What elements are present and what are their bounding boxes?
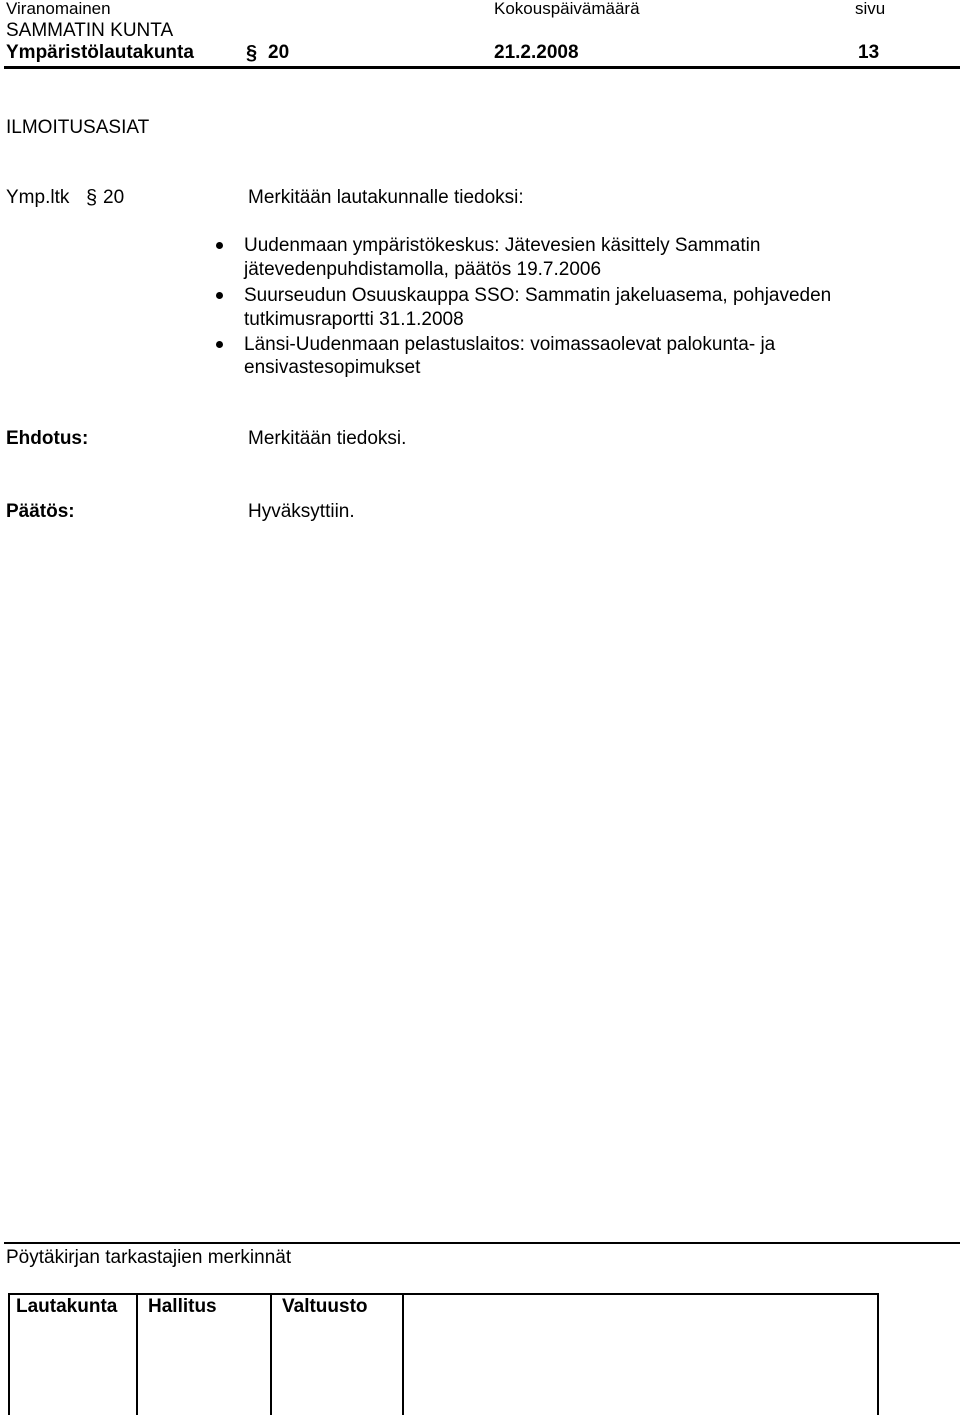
proposal-label: Ehdotus:	[6, 428, 89, 449]
list-item-line: ensivastesopimukset	[244, 357, 421, 378]
section-symbol: §	[246, 42, 258, 64]
label-page: sivu	[855, 0, 886, 18]
table-column-divider	[402, 1293, 404, 1415]
list-item-line: jätevedenpuhdistamolla, päätös 19.7.2006	[244, 259, 602, 280]
list-item-line: Uudenmaan ympäristökeskus: Jätevesien käsittely Sammatin	[244, 235, 761, 256]
table-header-hallitus: Hallitus	[148, 1296, 217, 1317]
header-divider	[4, 66, 960, 69]
table-column-divider	[270, 1293, 272, 1415]
section-number: 20	[268, 42, 290, 63]
municipality-name: SAMMATIN KUNTA	[6, 20, 174, 41]
list-item-line: Länsi-Uudenmaan pelastuslaitos: voimassaolevat palokunta- ja	[244, 334, 776, 355]
meeting-date: 21.2.2008	[494, 42, 579, 63]
case-reference: Ymp.ltk	[6, 187, 70, 208]
case-section-symbol: §	[86, 187, 98, 209]
intro-text: Merkitään lautakunnalle tiedoksi:	[248, 187, 524, 208]
list-item-line: tutkimusraportti 31.1.2008	[244, 309, 464, 330]
table-column-divider	[136, 1293, 138, 1415]
bullet-icon	[216, 242, 223, 249]
table-top-border	[8, 1293, 878, 1295]
case-number: 20	[103, 187, 125, 208]
table-header-lautakunta: Lautakunta	[16, 1296, 118, 1317]
list-item-line: Suurseudun Osuuskauppa SSO: Sammatin jakeluasema, pohjaveden	[244, 285, 832, 306]
page-heading: ILMOITUSASIAT	[6, 117, 150, 138]
bullet-icon	[216, 292, 223, 299]
footer-title: Pöytäkirjan tarkastajien merkinnät	[6, 1247, 292, 1268]
table-header-valtuusto: Valtuusto	[282, 1296, 368, 1317]
label-meeting-date: Kokouspäivämäärä	[494, 0, 640, 18]
board-name: Ympäristölautakunta	[6, 42, 194, 63]
label-authority: Viranomainen	[6, 0, 111, 18]
decision-text: Hyväksyttiin.	[248, 501, 355, 522]
table-left-border	[8, 1293, 10, 1415]
bullet-icon	[216, 341, 223, 348]
proposal-text: Merkitään tiedoksi.	[248, 428, 407, 449]
decision-label: Päätös:	[6, 501, 75, 522]
table-right-border	[877, 1293, 879, 1415]
page-number: 13	[858, 42, 880, 63]
footer-divider	[4, 1242, 960, 1244]
